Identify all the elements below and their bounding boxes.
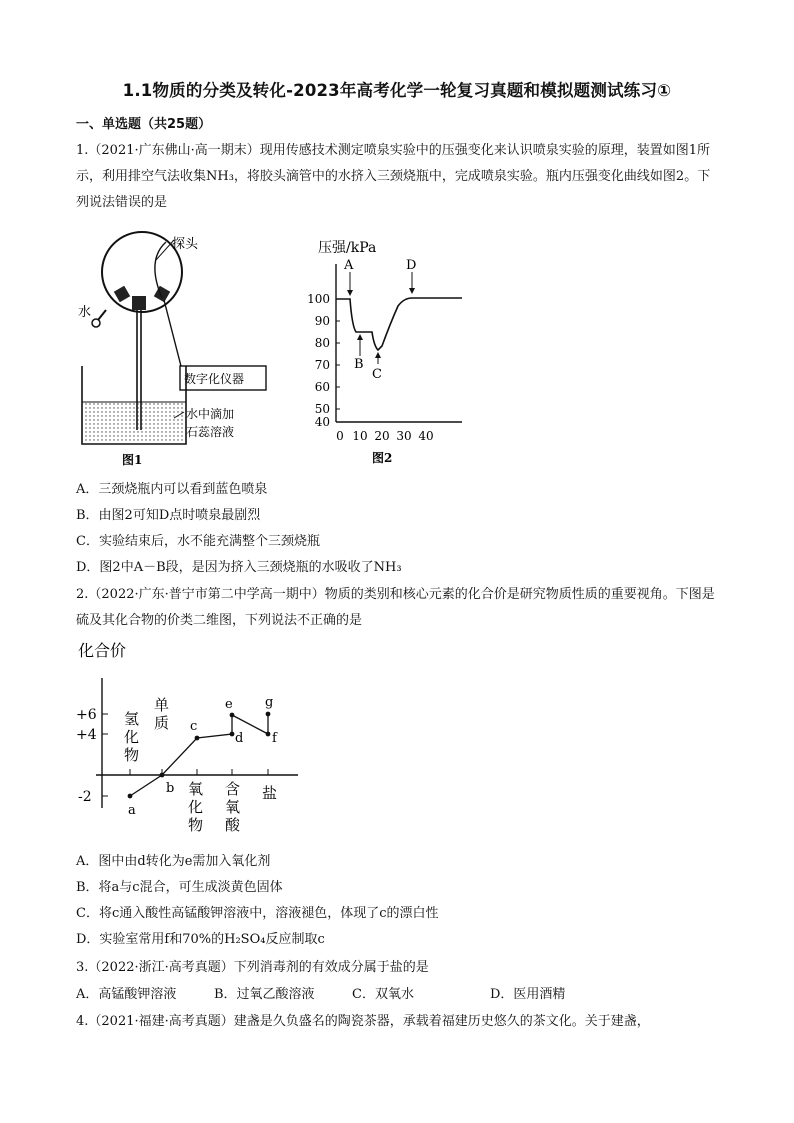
q1-option-a: A．三颈烧瓶内可以看到蓝色喷泉 xyxy=(76,482,268,497)
category-element: 单质 xyxy=(154,696,170,732)
ytick: 80 xyxy=(314,336,330,350)
q3-option-d: D．医用酒精 xyxy=(490,987,566,1002)
xtick: 40 xyxy=(418,429,434,443)
xtick: 30 xyxy=(396,429,412,443)
page-title: 1.1物质的分类及转化-2023年高考化学一轮复习真题和模拟题测试练习① xyxy=(122,81,672,100)
q1-figure1-apparatus xyxy=(76,230,286,470)
q3-option-c: C．双氧水 xyxy=(352,987,414,1002)
q1-figure2-chart xyxy=(300,236,480,468)
point-g xyxy=(266,712,271,717)
q2-option-a: A．图中由d转化为e需加入氧化剂 xyxy=(76,854,271,869)
xtick: 20 xyxy=(374,429,390,443)
q1-option-b: B．由图2可知D点时喷泉最剧烈 xyxy=(76,508,261,523)
q3-option-b: B．过氧乙酸溶液 xyxy=(214,987,315,1002)
xtick: 10 xyxy=(352,429,368,443)
q1-stem: 1.（2021·广东佛山·高一期末）现用传感技术测定喷泉实验中的压强变化来认识喷泉实验的原理，装置如图1所示，利用排空气法收集NH₃，将胶头滴管中的水挤入三颈烧瓶中，完成喷泉实验。瓶内压强变化曲线如图2。下列说法错误的是 xyxy=(76,143,711,210)
point-C: C xyxy=(372,367,382,382)
solution-label-1: 水中滴加 xyxy=(186,407,235,421)
q2-ylabel: 化合价 xyxy=(78,641,127,660)
category-oxide: 氧化物 xyxy=(188,780,204,834)
label-a: a xyxy=(128,803,136,818)
q1-option-d: D．图2中A－B段，是因为挤入三颈烧瓶的水吸收了NH₃ xyxy=(76,560,402,575)
ytick: 90 xyxy=(314,314,330,328)
probe-label: 探头 xyxy=(172,237,199,252)
label-c: c xyxy=(190,719,198,734)
figure1-caption: 图1 xyxy=(122,453,143,467)
q3-option-a: A．高锰酸钾溶液 xyxy=(76,987,177,1002)
point-d xyxy=(230,732,235,737)
category-hydride: 氢化物 xyxy=(124,710,140,764)
label-d: d xyxy=(235,731,244,746)
q2-option-d: D．实验室常用f和70%的H₂SO₄反应制取c xyxy=(76,932,325,947)
solution-label-2: 石蕊溶液 xyxy=(186,425,235,439)
q3-stem: 3.（2022·浙江·高考真题）下列消毒剂的有效成分属于盐的是 xyxy=(76,960,429,975)
point-A: A xyxy=(344,258,354,273)
q2-stem: 2.（2022·广东·普宁市第二中学高一期中）物质的类别和核心元素的化合价是研究物质性质的重要视角。下图是硫及其化合物的价类二维图，下列说法不正确的是 xyxy=(76,587,715,628)
section-heading: 一、单选题（共25题） xyxy=(76,117,212,132)
q2-ytick: +4 xyxy=(76,727,97,743)
q4-stem: 4.（2021·福建·高考真题）建盏是久负盛名的陶瓷茶器，承载着福建历史悠久的茶文化。关于建盏， xyxy=(76,1014,650,1029)
point-e xyxy=(230,713,235,718)
point-b xyxy=(160,773,165,778)
point-D: D xyxy=(406,258,417,273)
pressure-curve xyxy=(336,298,462,350)
q2-valence-category-chart xyxy=(72,638,312,838)
label-f: f xyxy=(272,731,277,746)
point-f xyxy=(266,732,271,737)
ytick: 100 xyxy=(307,292,330,306)
ytick: 70 xyxy=(314,358,330,372)
q2-option-b: B．将a与c混合，可生成淡黄色固体 xyxy=(76,880,283,895)
label-g: g xyxy=(265,695,274,710)
label-b: b xyxy=(166,781,175,796)
category-oxoacid: 含氧酸 xyxy=(225,780,241,834)
instrument-label: 数字化仪器 xyxy=(184,372,245,386)
ytick: 40 xyxy=(314,415,330,429)
point-c xyxy=(195,736,200,741)
q2-option-c: C．将c通入酸性高锰酸钾溶液中，溶液褪色，体现了c的漂白性 xyxy=(76,906,439,921)
q2-ytick: +6 xyxy=(76,707,97,723)
xtick: 0 xyxy=(336,429,344,443)
label-e: e xyxy=(225,697,233,712)
figure2-caption: 图2 xyxy=(372,451,393,465)
water-label: 水 xyxy=(78,305,92,320)
category-salt: 盐 xyxy=(262,784,278,802)
point-B: B xyxy=(354,357,364,372)
q2-ytick: -2 xyxy=(78,789,92,805)
point-a xyxy=(128,794,133,799)
ytick: 50 xyxy=(314,402,330,416)
q1-option-c: C．实验结束后，水不能充满整个三颈烧瓶 xyxy=(76,534,320,549)
fig2-ylabel: 压强/kPa xyxy=(318,240,377,256)
ytick: 60 xyxy=(314,380,330,394)
